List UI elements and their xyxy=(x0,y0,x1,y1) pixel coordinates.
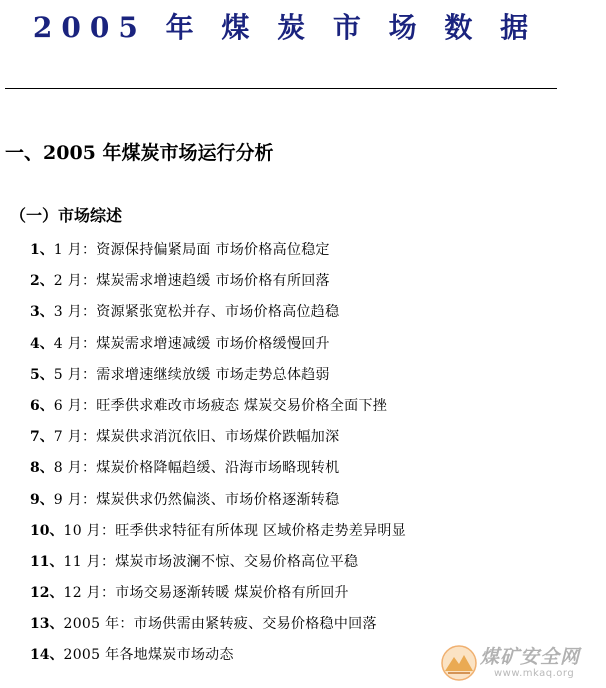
toc-item-text: 6 月：旺季供求难改市场疲态 煤炭交易价格全面下挫 xyxy=(53,397,388,414)
subsection-heading: （一）市场综述 xyxy=(10,206,123,225)
toc-item-text: 4 月：煤炭需求增速减缓 市场价格缓慢回升 xyxy=(53,335,330,352)
title-divider xyxy=(5,88,557,89)
toc-item[interactable] xyxy=(30,550,406,581)
toc-item-text: 12 月：市场交易逐渐转暖 煤炭价格有所回升 xyxy=(63,585,349,602)
toc-item-number: 10、 xyxy=(30,522,64,539)
toc-item[interactable] xyxy=(30,300,406,331)
toc-item[interactable] xyxy=(30,269,406,300)
watermark xyxy=(440,642,600,684)
toc-item-text: 9 月：煤炭供求仍然偏淡、市场价格逐渐转稳 xyxy=(53,491,340,508)
toc-item-text: 2005 年：市场供需由紧转疲、交易价格稳中回落 xyxy=(63,616,377,633)
toc-item-text: 3 月：资源紧张宽松并存、市场价格高位趋稳 xyxy=(53,304,340,321)
toc-item-text: 8 月：煤炭价格降幅趋缓、沿海市场略现转机 xyxy=(53,460,340,477)
toc-item[interactable] xyxy=(30,363,406,394)
toc-item-text: 2005 年各地煤炭市场动态 xyxy=(63,647,234,664)
toc-item[interactable] xyxy=(30,581,406,612)
toc-item-text: 10 月：旺季供求特征有所体现 区域价格走势差异明显 xyxy=(63,522,406,539)
document-title: 2005 年 煤 炭 市 场 数 据 xyxy=(32,11,538,44)
toc-item-number: 13、 xyxy=(30,616,64,633)
toc-item[interactable] xyxy=(30,519,406,550)
watermark-site-name: 煤矿安全网 xyxy=(480,646,581,668)
toc-item-number: 12、 xyxy=(30,585,64,602)
toc-item-text: 1 月：资源保持偏紧局面 市场价格高位稳定 xyxy=(53,242,330,258)
toc-item-number: 1、 xyxy=(30,242,54,258)
toc-item-number: 14、 xyxy=(30,647,64,664)
toc-item[interactable] xyxy=(30,643,406,674)
toc-item[interactable] xyxy=(30,612,406,643)
toc-item-text: 7 月：煤炭供求消沉依旧、市场煤价跌幅加深 xyxy=(53,429,340,446)
toc-item-text: 2 月：煤炭需求增速趋缓 市场价格有所回落 xyxy=(53,273,330,290)
toc-item[interactable] xyxy=(30,456,406,487)
toc-item-number: 5、 xyxy=(30,366,54,383)
toc-item[interactable] xyxy=(30,425,406,456)
toc-item[interactable] xyxy=(30,238,406,269)
toc-item-number: 7、 xyxy=(30,429,54,446)
toc-item-number: 8、 xyxy=(30,460,54,477)
toc-item-text: 11 月：煤炭市场波澜不惊、交易价格高位平稳 xyxy=(63,553,359,570)
toc-item[interactable] xyxy=(30,394,406,425)
watermark-url: www.mkaq.org xyxy=(494,668,575,679)
mine-mountain-logo-icon xyxy=(440,644,478,682)
section-heading: 一、2005 年煤炭市场运行分析 xyxy=(5,142,274,164)
toc-item-number: 4、 xyxy=(30,335,54,352)
toc-item-number: 3、 xyxy=(30,304,54,321)
toc-item-number: 11、 xyxy=(30,553,64,570)
toc-item[interactable] xyxy=(30,488,406,519)
toc-item[interactable] xyxy=(30,332,406,363)
toc-item-number: 6、 xyxy=(30,397,54,414)
toc-item-number: 2、 xyxy=(30,273,54,290)
toc-list xyxy=(30,238,406,675)
toc-item-text: 5 月：需求增速继续放缓 市场走势总体趋弱 xyxy=(53,366,330,383)
toc-item-number: 9、 xyxy=(30,491,54,508)
